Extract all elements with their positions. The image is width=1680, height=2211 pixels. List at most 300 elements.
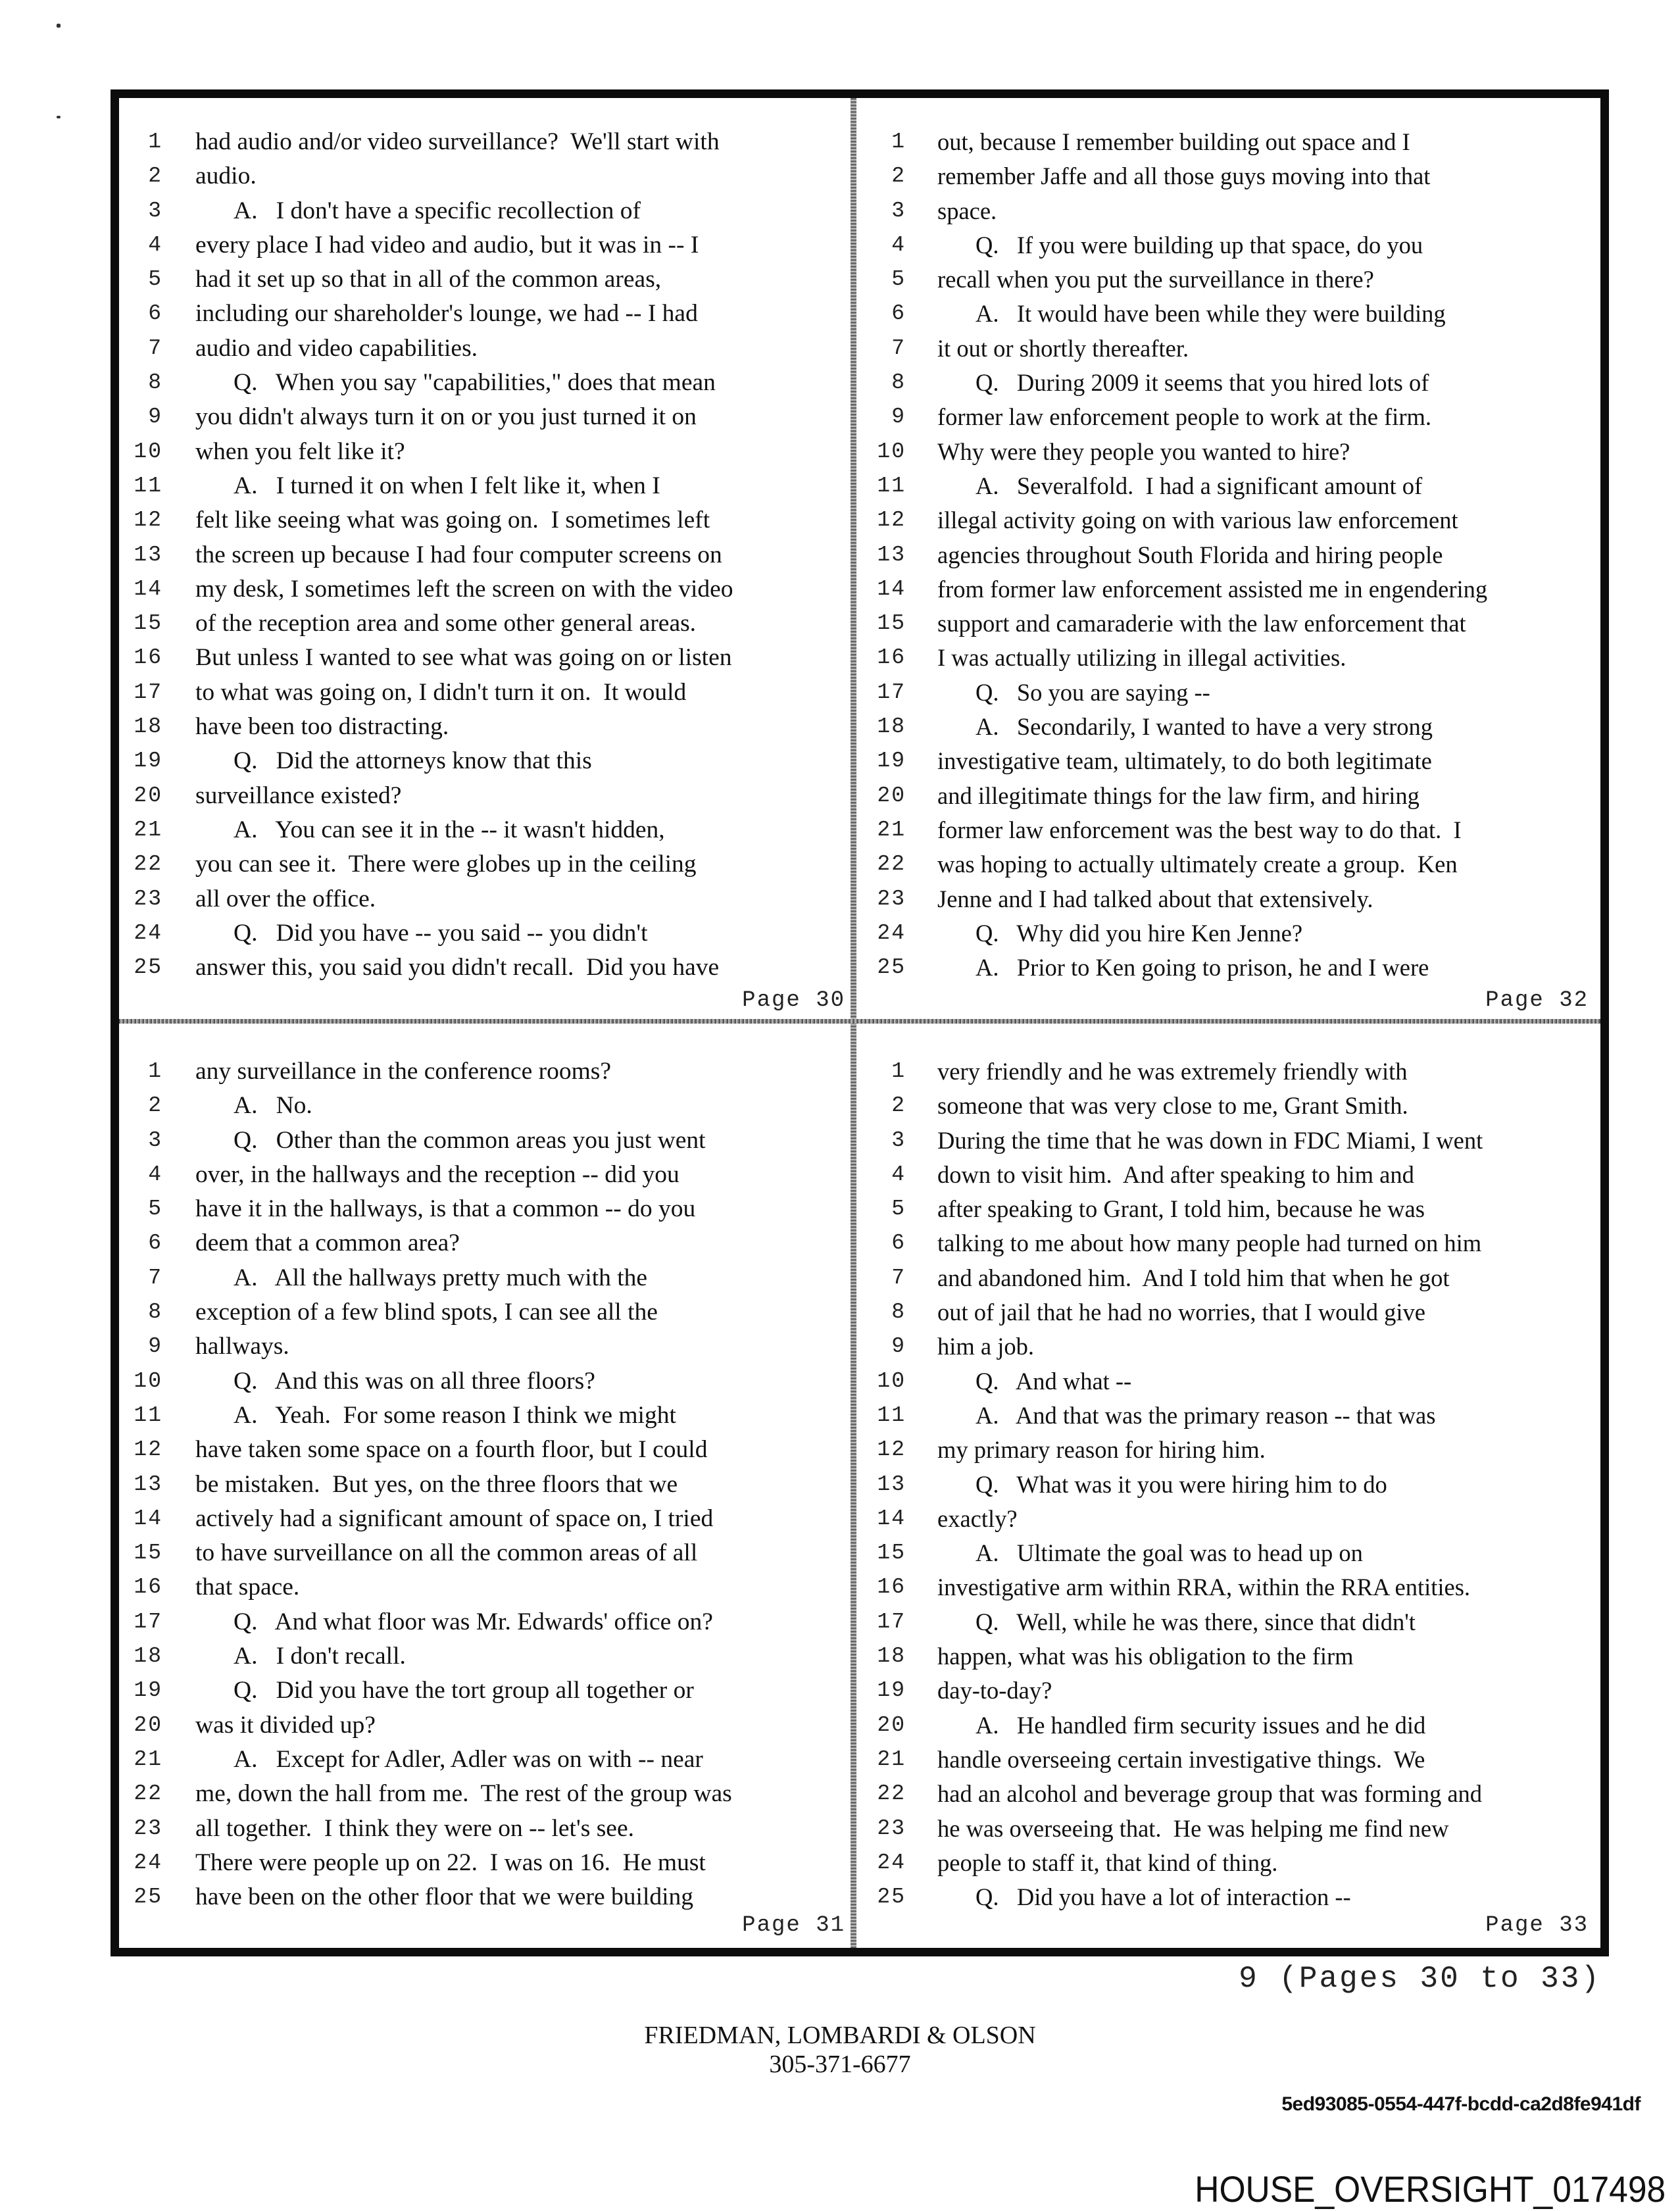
line-text: investigative team, ultimately, to do both legitimate (937, 747, 1432, 775)
line-number: 25 (877, 955, 906, 980)
line-number: 12 (877, 508, 906, 533)
line-text: me, down the hall from me. The rest of the group was (195, 1780, 732, 1808)
transcript-line (865, 641, 1595, 675)
line-number: 8 (148, 370, 162, 395)
line-number: 11 (877, 1403, 906, 1428)
line-number: 23 (134, 1816, 162, 1841)
transcript-line (122, 710, 852, 744)
line-number: 18 (877, 714, 906, 739)
line-number: 21 (134, 817, 162, 842)
transcript-page-33 (865, 1055, 1595, 1938)
line-text: from former law enforcement assisted me in engendering (937, 575, 1488, 603)
line-text: Q. Why did you hire Ken Jenne? (976, 919, 1303, 947)
line-number: 2 (891, 164, 906, 189)
transcript-line (122, 1192, 852, 1226)
transcript-line (122, 1055, 852, 1089)
line-text: A. No. (234, 1092, 312, 1120)
line-number: 24 (877, 920, 906, 945)
transcript-line (865, 1570, 1595, 1604)
line-text: after speaking to Grant, I told him, because he was (937, 1195, 1425, 1223)
line-text: happen, what was his obligation to the firm (937, 1643, 1354, 1670)
scan-speck (57, 116, 61, 118)
line-text: Q. Other than the common areas you just went (234, 1126, 706, 1154)
line-text: audio and video capabilities. (195, 334, 478, 362)
line-text: A. Except for Adler, Adler was on with -- near (234, 1745, 703, 1773)
transcript-line (122, 1639, 852, 1674)
line-text: over, in the hallways and the reception -- did you (195, 1160, 679, 1188)
transcript-line (122, 1605, 852, 1639)
line-number: 22 (877, 1781, 906, 1806)
transcript-line (122, 503, 852, 537)
transcript-line (865, 332, 1595, 366)
line-text: day-to-day? (937, 1677, 1052, 1704)
transcript-line (865, 159, 1595, 193)
line-text: of the reception area and some other general areas. (195, 610, 697, 637)
transcript-line (865, 1399, 1595, 1433)
line-number: 17 (134, 1609, 162, 1634)
line-number: 10 (134, 1368, 162, 1393)
line-text: A. Severalfold. I had a significant amount of (976, 472, 1423, 499)
line-number: 3 (891, 1128, 906, 1153)
line-text: to have surveillance on all the common areas of all (195, 1539, 698, 1567)
line-number: 14 (134, 576, 162, 601)
line-text: surveillance existed? (195, 782, 402, 809)
transcript-line (865, 572, 1595, 607)
line-text: audio. (195, 162, 257, 190)
line-text: the screen up because I had four computer screens on (195, 541, 722, 568)
transcript-line (865, 538, 1595, 572)
transcript-line (865, 1329, 1595, 1364)
transcript-page-31 (122, 1055, 852, 1938)
line-text: he was overseeing that. He was helping me find new (937, 1814, 1449, 1842)
line-text: Q. Did you have the tort group all together or (234, 1677, 694, 1704)
line-number: 19 (877, 749, 906, 774)
line-number: 2 (148, 1093, 162, 1118)
line-number: 6 (891, 1231, 906, 1256)
line-number: 9 (148, 1334, 162, 1359)
line-text: Q. When you say "capabilities," does that mean (234, 369, 716, 397)
transcript-line (865, 1708, 1595, 1743)
line-text: people to staff it, that kind of thing. (937, 1849, 1278, 1876)
transcript-line (865, 1468, 1595, 1502)
line-number: 19 (877, 1678, 906, 1703)
transcript-line (122, 1502, 852, 1536)
line-number: 7 (891, 335, 906, 360)
transcript-line (122, 1399, 852, 1433)
line-text: felt like seeing what was going on. I sometimes left (195, 507, 710, 534)
line-text: when you felt like it? (195, 437, 405, 465)
line-number: 7 (891, 1265, 906, 1290)
page-number-label: Page 30 (742, 988, 845, 1013)
transcript-line (122, 1295, 852, 1329)
transcript-line (865, 366, 1595, 400)
line-text: be mistaken. But yes, on the three floors that we (195, 1470, 678, 1498)
line-text: remember Jaffe and all those guys moving into that (937, 162, 1431, 190)
line-text: Q. So you are saying -- (976, 678, 1210, 706)
transcript-line (865, 228, 1595, 262)
transcript-line (122, 1536, 852, 1570)
line-text: agencies throughout South Florida and hiring people (937, 541, 1443, 568)
line-number: 21 (877, 817, 906, 842)
transcript-line (122, 1880, 852, 1914)
line-number: 22 (134, 852, 162, 877)
line-text: During the time that he was down in FDC Miami, I went (937, 1126, 1483, 1154)
line-number: 11 (134, 1403, 162, 1428)
transcript-line (865, 710, 1595, 744)
line-text: exactly? (937, 1504, 1018, 1532)
line-text: former law enforcement was the best way to do that. I (937, 816, 1462, 843)
line-text: Q. During 2009 it seems that you hired lots of (976, 369, 1429, 397)
line-text: space. (937, 197, 997, 224)
firm-phone: 305-371-6677 (769, 2050, 911, 2078)
line-text: had an alcohol and beverage group that was forming and (937, 1780, 1483, 1808)
line-number: 3 (148, 198, 162, 223)
line-number: 2 (148, 164, 162, 189)
line-number: 1 (891, 1059, 906, 1083)
line-number: 9 (148, 405, 162, 430)
line-number: 10 (134, 439, 162, 464)
line-number: 15 (877, 1541, 906, 1566)
transcript-line (122, 1433, 852, 1467)
line-number: 9 (891, 405, 906, 430)
line-number: 12 (134, 508, 162, 533)
line-number: 7 (148, 1265, 162, 1290)
transcript-line (865, 1089, 1595, 1123)
line-number: 20 (877, 783, 906, 808)
line-text: A. Prior to Ken going to prison, he and I were (976, 954, 1429, 981)
page-number-label: Page 31 (742, 1913, 845, 1938)
line-number: 1 (148, 130, 162, 154)
line-number: 16 (877, 645, 906, 670)
transcript-line (122, 469, 852, 503)
transcript-line (122, 1743, 852, 1777)
transcript-line (122, 813, 852, 847)
transcript-line (122, 916, 852, 951)
transcript-line (122, 262, 852, 297)
transcript-line (122, 951, 852, 985)
line-text: and abandoned him. And I told him that when he got (937, 1264, 1450, 1291)
transcript-line (122, 125, 852, 159)
line-number: 13 (877, 542, 906, 567)
transcript-line (865, 813, 1595, 847)
transcript-line (865, 1812, 1595, 1846)
line-text: A. I don't have a specific recollection of (234, 197, 641, 224)
line-text: A. Secondarily, I wanted to have a very strong (976, 713, 1433, 741)
line-number: 6 (891, 301, 906, 326)
transcript-line (865, 194, 1595, 228)
line-number: 16 (134, 645, 162, 670)
line-number: 21 (877, 1747, 906, 1772)
transcript-line (122, 1329, 852, 1364)
line-number: 4 (891, 232, 906, 257)
transcript-line (865, 1364, 1595, 1399)
line-text: Q. If you were building up that space, do you (976, 231, 1423, 259)
line-text: was it divided up? (195, 1711, 376, 1739)
line-text: A. It would have been while they were building (976, 300, 1446, 328)
transcript-line (122, 538, 852, 572)
line-text: talking to me about how many people had turned on him (937, 1230, 1482, 1257)
line-number: 14 (877, 576, 906, 601)
line-text: Q. Well, while he was there, since that didn't (976, 1608, 1416, 1635)
line-text: my primary reason for hiring him. (937, 1436, 1266, 1464)
transcript-line (865, 1743, 1595, 1777)
line-text: deem that a common area? (195, 1230, 460, 1257)
transcript-line (865, 125, 1595, 159)
transcript-line (865, 1226, 1595, 1260)
line-text: There were people up on 22. I was on 16. He must (195, 1849, 706, 1876)
line-text: you didn't always turn it on or you just turned it on (195, 403, 697, 431)
transcript-line (865, 503, 1595, 537)
line-text: investigative arm within RRA, within the RRA entities. (937, 1574, 1471, 1601)
line-text: A. Ultimate the goal was to head up on (976, 1539, 1363, 1567)
line-number: 18 (134, 714, 162, 739)
transcript-line (865, 847, 1595, 882)
page-number-label: Page 32 (1485, 988, 1589, 1013)
line-text: have taken some space on a fourth floor, but I could (195, 1436, 708, 1464)
transcript-line (865, 882, 1595, 916)
line-text: Q. What was it you were hiring him to do (976, 1470, 1387, 1498)
line-number: 4 (148, 1162, 162, 1187)
line-text: answer this, you said you didn't recall. Did you have (195, 954, 720, 981)
transcript-line (122, 1708, 852, 1743)
transcript-line (865, 676, 1595, 710)
line-number: 8 (891, 1300, 906, 1325)
line-number: 20 (134, 783, 162, 808)
line-text: someone that was very close to me, Grant Smith. (937, 1092, 1408, 1120)
line-text: hallways. (195, 1333, 289, 1360)
transcript-line (122, 1089, 852, 1123)
line-number: 19 (134, 749, 162, 774)
line-number: 16 (134, 1575, 162, 1600)
line-number: 20 (134, 1712, 162, 1737)
line-number: 8 (891, 370, 906, 395)
transcript-line (865, 435, 1595, 469)
line-number: 24 (134, 1850, 162, 1875)
line-text: A. I don't recall. (234, 1643, 406, 1670)
transcript-line (865, 1433, 1595, 1467)
line-text: Q. Did you have a lot of interaction -- (976, 1883, 1351, 1911)
transcript-line (865, 1880, 1595, 1914)
transcript-line (122, 1674, 852, 1708)
line-number: 7 (148, 335, 162, 360)
horizontal-divider (119, 1019, 1600, 1024)
firm-name: FRIEDMAN, LOMBARDI & OLSON (644, 2022, 1036, 2049)
line-number: 19 (134, 1678, 162, 1703)
transcript-line (122, 366, 852, 400)
line-text: him a job. (937, 1333, 1034, 1360)
line-text: support and camaraderie with the law enforcement that (937, 610, 1466, 637)
line-text: had audio and/or video surveillance? We'll start with (195, 128, 720, 155)
scan-speck (57, 24, 61, 28)
line-number: 11 (134, 473, 162, 498)
line-text: had it set up so that in all of the common areas, (195, 266, 662, 293)
line-number: 12 (877, 1437, 906, 1462)
line-text: every place I had video and audio, but it was in -- I (195, 231, 699, 259)
transcript-line (865, 1261, 1595, 1295)
transcript-line (122, 1777, 852, 1811)
line-text: have been on the other floor that we were building (195, 1883, 694, 1911)
line-text: A. All the hallways pretty much with the (234, 1264, 648, 1291)
line-number: 24 (134, 920, 162, 945)
line-text: it out or shortly thereafter. (937, 334, 1189, 362)
transcript-line (865, 297, 1595, 331)
line-number: 16 (877, 1575, 906, 1600)
line-number: 22 (877, 852, 906, 877)
transcript-line (865, 1605, 1595, 1639)
bates-number: HOUSE_OVERSIGHT_017498 (1195, 2168, 1666, 2210)
line-text: I was actually utilizing in illegal activities. (937, 644, 1346, 672)
line-number: 6 (148, 1231, 162, 1256)
line-number: 9 (891, 1334, 906, 1359)
line-text: actively had a significant amount of space on, I tried (195, 1504, 714, 1532)
line-text: A. He handled firm security issues and he did (976, 1711, 1426, 1739)
line-text: Why were they people you wanted to hire? (937, 437, 1350, 465)
line-number: 13 (134, 542, 162, 567)
line-text: But unless I wanted to see what was going on or listen (195, 644, 732, 672)
transcript-line (122, 779, 852, 813)
line-number: 11 (877, 473, 906, 498)
line-text: Q. Did you have -- you said -- you didn't (234, 919, 648, 947)
line-text: illegal activity going on with various law enforcement (937, 507, 1458, 534)
line-text: very friendly and he was extremely friendly with (937, 1058, 1408, 1085)
transcript-line (122, 1364, 852, 1399)
line-number: 13 (877, 1472, 906, 1497)
transcript-line (865, 1536, 1595, 1570)
line-number: 17 (877, 1609, 906, 1634)
line-text: A. And that was the primary reason -- that was (976, 1401, 1436, 1429)
transcript-line (865, 744, 1595, 778)
line-text: recall when you put the surveillance in there? (937, 266, 1374, 293)
line-number: 20 (877, 1712, 906, 1737)
transcript-line (122, 1226, 852, 1260)
transcript-line (122, 744, 852, 778)
line-number: 4 (891, 1162, 906, 1187)
line-number: 25 (134, 1885, 162, 1910)
transcript-line (122, 297, 852, 331)
transcript-line (122, 1468, 852, 1502)
line-text: A. You can see it in the -- it wasn't hidden, (234, 816, 665, 843)
transcript-line (122, 1812, 852, 1846)
line-number: 10 (877, 1368, 906, 1393)
transcript-line (122, 435, 852, 469)
transcript-line (122, 641, 852, 675)
transcript-line (865, 1639, 1595, 1674)
transcript-line (122, 400, 852, 434)
line-text: Jenne and I had talked about that extensively. (937, 885, 1373, 912)
line-number: 4 (148, 232, 162, 257)
transcript-line (122, 572, 852, 607)
transcript-line (865, 951, 1595, 985)
line-number: 23 (877, 886, 906, 911)
transcript-line (122, 194, 852, 228)
transcript-line (122, 1124, 852, 1158)
page-range-label: 9 (Pages 30 to 33) (1239, 1962, 1601, 1996)
transcript-line (122, 228, 852, 262)
line-text: exception of a few blind spots, I can see all the (195, 1299, 658, 1326)
transcript-line (122, 882, 852, 916)
line-number: 22 (134, 1781, 162, 1806)
line-number: 15 (877, 611, 906, 636)
line-number: 2 (891, 1093, 906, 1118)
line-text: including our shareholder's lounge, we had -- I had (195, 300, 698, 328)
transcript-line (865, 1158, 1595, 1192)
court-reporter-footer (0, 2021, 1680, 2079)
transcript-line (122, 607, 852, 641)
line-text: all together. I think they were on -- let's see. (195, 1814, 634, 1842)
line-text: that space. (195, 1574, 300, 1601)
line-text: Q. And what -- (976, 1367, 1132, 1395)
transcript-line (865, 916, 1595, 951)
line-number: 3 (891, 198, 906, 223)
line-number: 18 (134, 1644, 162, 1669)
line-number: 1 (148, 1059, 162, 1083)
line-number: 5 (148, 1197, 162, 1222)
transcript-line (865, 1502, 1595, 1536)
transcript-page-30 (122, 125, 852, 1013)
line-number: 24 (877, 1850, 906, 1875)
line-text: former law enforcement people to work at the firm. (937, 403, 1431, 431)
transcript-line (122, 1570, 852, 1604)
line-number: 25 (877, 1885, 906, 1910)
line-number: 5 (891, 267, 906, 292)
transcript-line (122, 332, 852, 366)
transcript-line (122, 1158, 852, 1192)
line-number: 15 (134, 611, 162, 636)
line-text: handle overseeing certain investigative things. We (937, 1745, 1425, 1773)
line-text: A. Yeah. For some reason I think we might (234, 1401, 676, 1429)
line-text: out of jail that he had no worries, that I would give (937, 1299, 1425, 1326)
line-number: 14 (877, 1506, 906, 1531)
transcript-line (865, 400, 1595, 434)
line-number: 12 (134, 1437, 162, 1462)
line-text: have it in the hallways, is that a common -- do you (195, 1195, 696, 1223)
line-text: all over the office. (195, 885, 376, 912)
transcript-line (122, 847, 852, 882)
line-text: down to visit him. And after speaking to him and (937, 1160, 1414, 1188)
transcript-line (122, 159, 852, 193)
transcript-line (122, 676, 852, 710)
line-number: 17 (134, 680, 162, 705)
line-number: 3 (148, 1128, 162, 1153)
transcript-line (865, 779, 1595, 813)
line-number: 21 (134, 1747, 162, 1772)
line-text: to what was going on, I didn't turn it on. It would (195, 678, 687, 706)
line-text: was hoping to actually ultimately create a group. Ken (937, 851, 1458, 878)
transcript-line (865, 262, 1595, 297)
line-number: 25 (134, 955, 162, 980)
line-text: you can see it. There were globes up in the ceiling (195, 851, 697, 878)
line-number: 14 (134, 1506, 162, 1531)
line-text: have been too distracting. (195, 713, 449, 741)
transcript-line (865, 1055, 1595, 1089)
transcript-line (865, 469, 1595, 503)
line-number: 5 (148, 267, 162, 292)
line-text: and illegitimate things for the law firm, and hiring (937, 782, 1420, 809)
line-number: 8 (148, 1300, 162, 1325)
line-number: 6 (148, 301, 162, 326)
transcript-page-32 (865, 125, 1595, 1013)
line-number: 10 (877, 439, 906, 464)
line-number: 13 (134, 1472, 162, 1497)
line-text: any surveillance in the conference rooms? (195, 1058, 612, 1085)
line-number: 15 (134, 1541, 162, 1566)
page-number-label: Page 33 (1485, 1913, 1589, 1938)
transcript-line (865, 1295, 1595, 1329)
line-text: A. I turned it on when I felt like it, when I (234, 472, 660, 499)
document-hash-id: 5ed93085-0554-447f-bcdd-ca2d8fe941df (1281, 2093, 1641, 2115)
transcript-line (122, 1261, 852, 1295)
line-number: 17 (877, 680, 906, 705)
